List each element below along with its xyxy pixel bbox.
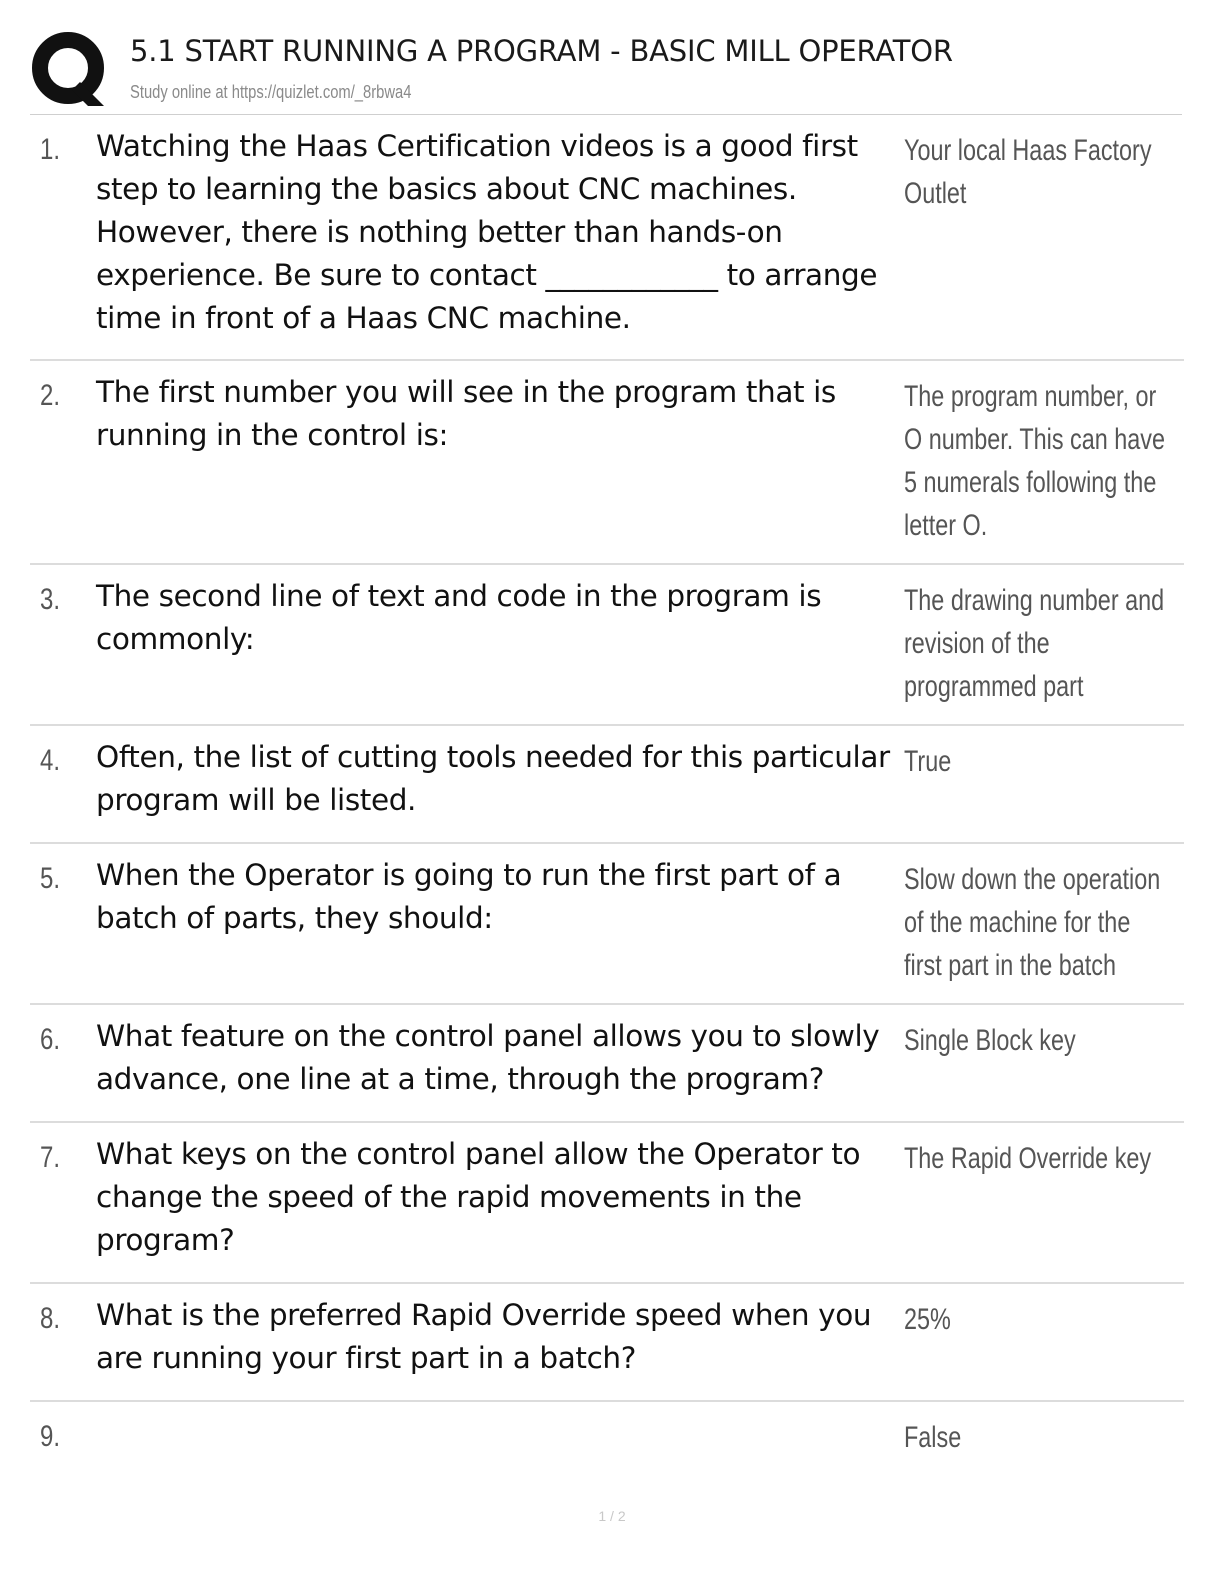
item-number: 7.: [40, 1141, 61, 1174]
definition-text: True: [904, 745, 952, 778]
flashcard-row: [30, 565, 1184, 726]
definition-text: The program number, or O number. This can have 5 numerals following the letter O.: [904, 380, 1166, 542]
term-text: What is the preferred Rapid Override speed when you are running your first part in a batch?: [96, 1298, 881, 1375]
flashcard-row: [30, 1402, 1184, 1492]
term-text: When the Operator is going to run the first part of a batch of parts, they should:: [96, 858, 851, 935]
page-header: [30, 26, 1186, 112]
item-number: 8.: [40, 1302, 61, 1335]
definition-text: The Rapid Override key: [904, 1142, 1152, 1175]
flashcard-list: [30, 115, 1184, 1492]
flashcard-row: [30, 1123, 1184, 1284]
flashcard-row: [30, 1284, 1184, 1402]
item-number: 5.: [40, 862, 61, 895]
term-text: The second line of text and code in the program is commonly:: [96, 579, 831, 656]
definition-text: Slow down the operation of the machine for the first part in the batch: [904, 863, 1161, 982]
item-number: 4.: [40, 744, 61, 777]
flashcard-row: [30, 726, 1184, 844]
flashcard-row: [30, 1005, 1184, 1123]
definition-text: The drawing number and revision of the programmed part: [904, 584, 1165, 703]
item-number: 9.: [40, 1420, 61, 1453]
term-text: What keys on the control panel allow the Operator to change the speed of the rapid movements in the program?: [96, 1137, 870, 1257]
flashcard-row: [30, 844, 1184, 1005]
item-number: 2.: [40, 379, 61, 412]
flashcard-row: [30, 361, 1184, 565]
term-text: Often, the list of cutting tools needed for this particular program will be listed.: [96, 740, 899, 817]
definition-text: Single Block key: [904, 1024, 1076, 1057]
definition-text: 25%: [904, 1303, 951, 1336]
item-number: 6.: [40, 1023, 61, 1056]
item-number: 1.: [40, 133, 61, 166]
item-number: 3.: [40, 583, 61, 616]
study-online-link[interactable]: Study online at https://quizlet.com/_8rbwa4: [130, 82, 412, 102]
definition-text: False: [904, 1421, 962, 1454]
term-text: Watching the Haas Certification videos is a good first step to learning the basics about CNC machines. However, there is nothing better than hands-on experience. Be sure to contact ____________ to arrange time in front of a Haas CNC machine.: [96, 129, 887, 335]
page-number: 1 / 2: [598, 1508, 626, 1524]
quizlet-q-logo-icon: [30, 30, 110, 110]
term-text: What feature on the control panel allows you to slowly advance, one line at a time, through the program?: [96, 1019, 889, 1096]
term-text: The first number you will see in the program that is running in the control is:: [96, 375, 845, 452]
page-title: 5.1 START RUNNING A PROGRAM - BASIC MILL OPERATOR: [130, 34, 953, 68]
definition-text: Your local Haas Factory Outlet: [904, 134, 1152, 210]
flashcard-row: [30, 115, 1184, 361]
